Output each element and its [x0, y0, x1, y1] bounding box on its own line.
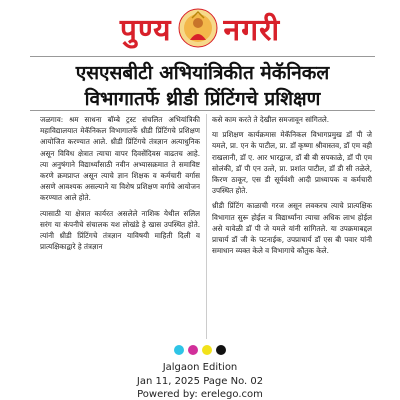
registration-dot-magenta [188, 345, 198, 355]
registration-dot-cyan [174, 345, 184, 355]
date-page-label: Jan 11, 2025 Page No. 02 [136, 376, 264, 387]
right-paragraph-1: कसे काम करते ते देखील समजावून सांगितले. [212, 115, 330, 124]
headline-top-rule [30, 56, 375, 57]
headline-line-1: एसएसबीटी अभियांत्रिकीत मेकॅनिकल [75, 62, 330, 84]
edition-label: Jalgaon Edition [162, 362, 238, 373]
powered-by-label: Powered by: erelego.com [137, 389, 263, 400]
masthead [90, 6, 310, 50]
right-paragraph-2: या प्रशिक्षण कार्यक्रमास मेकॅनिकल विभागप्रमुख डॉ पी जे यमले, प्रा. एन के पाटील, प्रा. डॉ कृष्णा श्रीवास्तव, डॉ एम वही राखलानी, डॉ ए. आर भारद्वाज, डॉ बी बी सपकाळे, डॉ पी एम सोलंकी, डॉ पी एन उत्ले, प्रा. प्रशांत पाटील, डॉ डी सी तळेले, किरण ठाकूर, एस डी सूर्यवंशी आदी प्राध्यापक व कर्मचारी उपस्थित होते. [212, 130, 372, 196]
deity-emblem-icon [178, 8, 218, 48]
masthead-right-word: नगरी [223, 12, 281, 48]
registration-dot-yellow [202, 345, 212, 355]
registration-marks [0, 345, 400, 357]
article-headline [30, 60, 375, 112]
registration-dot-black [216, 345, 226, 355]
article-right-column [212, 114, 372, 339]
right-paragraph-3: थ्रीडी प्रिंटिंग काळाची गरज असून लवकरच त्याचे प्रात्यक्षिक विभागात सुरू होईल व विद्यार्थ्यांना त्याचा अधिक लाभ होईल असे यावेळी डॉ पी जे यमले यांनी सांगितले. या उपक्रमाबद्दल प्राचार्य डॉ जी के पटनाईक, उपप्राचार्य डॉ एस बी पवार यांनी समाधान व्यक्त केले व विभागाचे कौतुक केले. [212, 201, 372, 256]
left-paragraph-2: त्यासाठी या क्षेत्रात कार्यरत असलेले नाशिक येथील सलिल सरंग या कंपनीचे संचालक यश लोखंडे हे खास उपस्थित होते. त्यांनी थ्रीडी प्रिंटिंगचे तंत्रज्ञान याविषयी माहिती दिली व प्रात्यक्षिकाद्वारे हे तंत्रज्ञान [40, 208, 200, 252]
left-paragraph-1: जळगाव: श्रम साधना बॉम्बे ट्रस्ट संचलित अभियांत्रिकी महाविद्यालयात मेकॅनिकल विभागातर्फे थ्रीडी प्रिंटिंगचे प्रशिक्षण आयोजित करण्यात आले. थ्रीडी प्रिंटिंगचे तंत्रज्ञान अत्याधुनिक असून विविध क्षेत्रात त्याचा वापर दिवसेंदिवस वाढतच आहे. त्या अनुषंगाने विद्यार्थ्यांसाठी नवीन अभ्यासक्रमात ते समाविष्ट करणे क्रमप्राप्त असून त्याचे ज्ञान शिक्षक व कर्मचारी वर्गास असणे आवश्यक असल्याने या विशेष प्रशिक्षण वर्गाचे आयोजन करण्यात आले होते. [40, 115, 200, 203]
article-left-column [40, 114, 200, 339]
headline-bottom-rule [30, 110, 375, 111]
column-divider [206, 114, 207, 339]
headline-line-2: विभागातर्फे थ्रीडी प्रिंटिंगचे प्रशिक्षण [84, 88, 321, 110]
masthead-left-word: पुण्य [119, 12, 172, 48]
